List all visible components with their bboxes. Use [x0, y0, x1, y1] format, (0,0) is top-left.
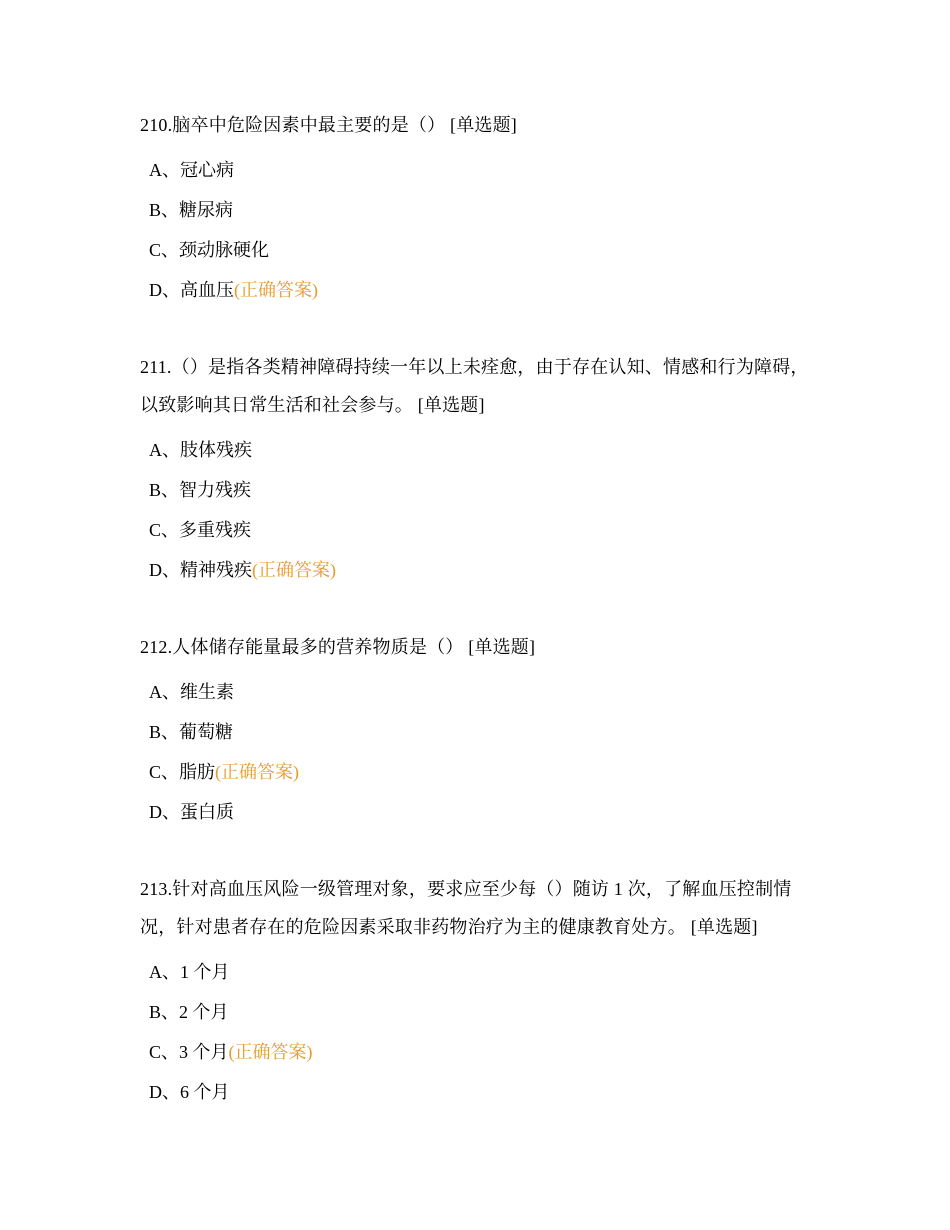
option-a	[140, 430, 820, 470]
option-d	[140, 1072, 820, 1112]
option-b	[140, 190, 820, 230]
option-label: D、6 个月	[149, 1082, 230, 1102]
correct-answer-mark: (正确答案)	[228, 1042, 313, 1062]
option-d	[140, 270, 820, 310]
option-d	[140, 792, 820, 832]
option-label: A、1 个月	[149, 962, 230, 982]
option-list	[140, 430, 820, 590]
correct-answer-mark: (正确答案)	[252, 560, 336, 580]
option-label: A、维生素	[149, 682, 234, 702]
option-label: B、葡萄糖	[149, 722, 234, 742]
question-text: 210.脑卒中危险因素中最主要的是（） [单选题]	[140, 115, 517, 135]
question-213	[140, 870, 820, 1112]
correct-answer-mark: (正确答案)	[215, 762, 300, 782]
option-b	[140, 712, 820, 752]
question-text: 213.针对高血压风险一级管理对象，要求应至少每（）随访 1 次，了解血压控制情况，针对患者存在的危险因素采取非药物治疗为主的健康教育处方。 [单选题]	[140, 879, 792, 937]
option-label: A、冠心病	[149, 160, 234, 180]
option-label: B、2 个月	[149, 1002, 229, 1022]
option-label: C、颈动脉硬化	[149, 240, 270, 260]
option-label: D、高血压	[149, 280, 234, 300]
option-label: D、精神残疾	[149, 560, 252, 580]
option-c	[140, 230, 820, 270]
option-label: C、3 个月	[149, 1042, 229, 1062]
option-list	[140, 150, 820, 310]
option-label: C、多重残疾	[149, 520, 252, 540]
option-label: B、智力残疾	[149, 480, 252, 500]
question-text: 212.人体储存能量最多的营养物质是（） [单选题]	[140, 637, 536, 657]
option-label: D、蛋白质	[149, 802, 234, 822]
option-a	[140, 952, 820, 992]
option-b	[140, 992, 820, 1032]
option-c	[140, 510, 820, 550]
correct-answer-mark: (正确答案)	[234, 280, 318, 300]
option-label: C、脂肪	[149, 762, 216, 782]
option-list	[140, 952, 820, 1112]
option-label: A、肢体残疾	[149, 440, 252, 460]
option-a	[140, 672, 820, 712]
option-label: B、糖尿病	[149, 200, 234, 220]
question-210	[140, 106, 820, 310]
question-211	[140, 348, 820, 590]
option-list	[140, 672, 820, 832]
question-212	[140, 628, 820, 832]
option-a	[140, 150, 820, 190]
question-text: 211.（）是指各类精神障碍持续一年以上未痊愈，由于存在认知、情感和行为障碍，以致影响其日常生活和社会参与。 [单选题]	[140, 357, 809, 415]
option-c	[140, 1032, 820, 1072]
option-b	[140, 470, 820, 510]
option-c	[140, 752, 820, 792]
option-d	[140, 550, 820, 590]
